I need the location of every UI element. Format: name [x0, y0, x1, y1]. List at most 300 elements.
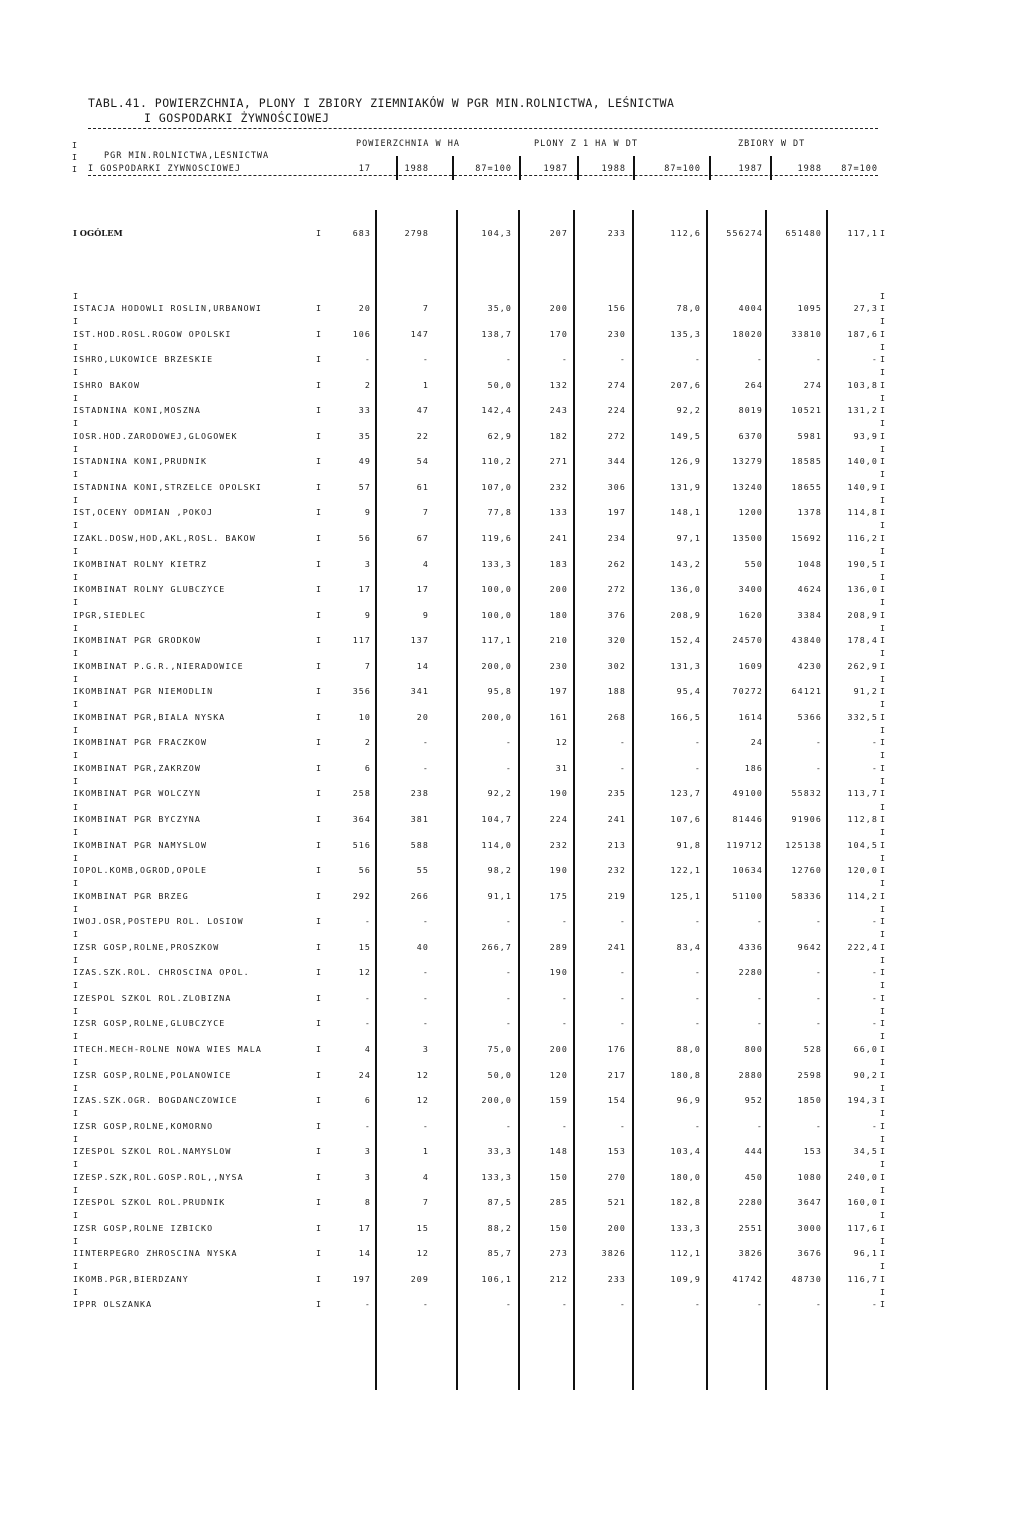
cell-value: 2280 [738, 967, 763, 978]
table-row [0, 328, 1024, 340]
cell-value: 302 [607, 660, 626, 671]
cell-value: - [694, 916, 701, 927]
cell-value: 232 [549, 839, 568, 850]
cell-value: - [364, 1018, 371, 1029]
cell-value: 2880 [738, 1069, 763, 1080]
spacer-mark: I [73, 827, 78, 838]
cell-value: - [815, 1018, 822, 1029]
row-label: ISTADNINA KONI,MOSZNA [73, 405, 201, 416]
cell-value: 190 [549, 967, 568, 978]
spacer-mark: I [880, 392, 885, 403]
spacer-mark: I [73, 980, 78, 991]
cell-value: 1378 [797, 507, 822, 518]
cell-value: 230 [607, 328, 626, 339]
cell-value: 112,6 [670, 228, 701, 238]
spacer-mark: I [73, 1210, 78, 1221]
cell-value: 243 [549, 405, 568, 416]
spacer-mark: I [880, 597, 885, 608]
cell-value: 77,8 [487, 507, 512, 518]
spacer-mark: I [880, 775, 885, 786]
cell-value: - [815, 1120, 822, 1131]
cell-value: 61 [416, 481, 429, 492]
cell-value: 1080 [797, 1171, 822, 1182]
row-label: IKOMBINAT PGR GRODKOW [73, 635, 201, 646]
row-label: IINTERPEGRO ZHROSCINA NYSKA [73, 1248, 238, 1259]
header-group-harvest: ZBIORY W DT [738, 139, 806, 149]
table-row [0, 839, 1024, 851]
row-edge-mark: I [880, 1273, 887, 1284]
table-row [0, 609, 1024, 621]
cell-value: 241 [607, 814, 626, 824]
spacer-mark: I [880, 1261, 885, 1272]
cell-value: 1620 [738, 609, 763, 620]
cell-value: 92,2 [676, 405, 701, 416]
spacer-mark: I [880, 827, 885, 838]
cell-value: 56 [358, 865, 371, 876]
cell-value: - [619, 1018, 626, 1029]
cell-value: 651480 [785, 228, 822, 238]
cell-value: - [505, 916, 512, 927]
cell-value: 148 [549, 1146, 568, 1157]
row-label: IKOMBINAT PGR BYCZYNA [73, 814, 201, 824]
cell-value: 210 [549, 635, 568, 646]
row-label: IZESP.SZK,ROL.GOSP.ROL,,NYSA [73, 1171, 244, 1182]
cell-value: 133,3 [481, 558, 512, 569]
cell-value: - [694, 354, 701, 365]
row-edge-mark: I [880, 711, 887, 722]
cell-value: 7 [422, 507, 429, 518]
cell-value: 200 [549, 584, 568, 595]
cell-value: - [815, 916, 822, 927]
cell-value: 96,9 [676, 1095, 701, 1106]
cell-value: 107,6 [670, 814, 701, 824]
row-separator: I [316, 865, 323, 876]
table-title [88, 96, 674, 126]
spacer-mark: I [73, 546, 78, 556]
cell-value: 6 [364, 762, 371, 773]
cell-value: 9642 [797, 941, 822, 952]
cell-value: 14 [358, 1248, 371, 1259]
row-edge-mark: I [880, 890, 887, 901]
row-edge-mark: I [880, 660, 887, 671]
table-row [0, 685, 1024, 697]
row-separator: I [316, 814, 323, 824]
table-row [0, 302, 1024, 314]
row-edge-mark: I [880, 1043, 887, 1054]
row-edge-mark: I [880, 1222, 887, 1233]
cell-value: - [815, 967, 822, 978]
cell-value: 55832 [791, 788, 822, 799]
row-edge-mark: I [880, 558, 887, 569]
cell-value: 107,0 [481, 481, 512, 492]
spacer-mark: I [880, 980, 885, 991]
row-separator: I [316, 1018, 323, 1029]
row-label: IZESPOL SZKOL ROL.ZLOBIZNA [73, 992, 232, 1003]
spacer-mark: I [880, 443, 885, 454]
cell-value: 266,7 [481, 941, 512, 952]
cell-value: 114,0 [481, 839, 512, 850]
cell-value: 1095 [797, 303, 822, 313]
cell-value: - [364, 354, 371, 365]
cell-value: 48730 [791, 1273, 822, 1284]
cell-value: 120 [549, 1069, 568, 1080]
row-separator: I [316, 1299, 323, 1310]
cell-value: 4230 [797, 660, 822, 671]
cell-value: 143,2 [670, 558, 701, 569]
cell-value: - [364, 1299, 371, 1310]
row-label: IKOMBINAT PGR NAMYSLOW [73, 839, 208, 850]
cell-value: 207 [549, 228, 568, 238]
cell-value: 106 [352, 328, 371, 339]
cell-value: 183 [549, 558, 568, 569]
cell-value: 182 [549, 430, 568, 441]
cell-value: 213 [607, 839, 626, 850]
row-edge-mark: I [880, 1299, 887, 1310]
cell-value: 161 [549, 711, 568, 722]
row-label: IZESPOL SZKOL ROL.PRUDNIK [73, 1197, 226, 1208]
row-edge-mark: I [880, 941, 887, 952]
cell-value: 13240 [732, 481, 763, 492]
cell-value: - [756, 916, 763, 927]
row-label: IKOMBINAT PGR BRZEG [73, 890, 189, 901]
cell-value: 117,6 [847, 1222, 878, 1233]
cell-value: - [505, 354, 512, 365]
cell-value: 3 [364, 1146, 371, 1157]
cell-value: - [756, 1299, 763, 1310]
row-label: IKOMBINAT PGR FRACZKOW [73, 737, 208, 748]
cell-value: 24 [358, 1069, 371, 1080]
cell-value: 17 [358, 1222, 371, 1233]
cell-value: 100,0 [481, 609, 512, 620]
row-separator: I [316, 481, 323, 492]
cell-value: 91,8 [676, 839, 701, 850]
cell-value: 166,5 [670, 711, 701, 722]
cell-value: - [871, 762, 878, 773]
cell-value: - [694, 762, 701, 773]
cell-value: 3676 [797, 1248, 822, 1259]
spacer-mark: I [73, 1057, 78, 1067]
cell-value: 285 [549, 1197, 568, 1208]
header-edge-mark: I [72, 152, 77, 162]
cell-value: - [871, 1018, 878, 1029]
cell-value: 222,4 [847, 941, 878, 952]
header-col-8: 87=100 [841, 164, 878, 174]
row-label: IZAS.SZK.OGR. BOGDANCZOWICE [73, 1095, 238, 1106]
cell-value: 125138 [785, 839, 822, 850]
cell-value: 131,3 [670, 660, 701, 671]
cell-value: 137 [410, 635, 429, 646]
cell-value: - [694, 1018, 701, 1029]
spacer-mark: I [73, 750, 78, 761]
cell-value: 12 [416, 1248, 429, 1259]
table-row [0, 532, 1024, 544]
cell-value: 1200 [738, 507, 763, 518]
spacer-mark: I [880, 418, 885, 429]
cell-value: - [756, 354, 763, 365]
cell-value: 119712 [726, 839, 763, 850]
cell-value: 2 [364, 379, 371, 390]
cell-value: 122,1 [670, 865, 701, 876]
table-row [0, 890, 1024, 902]
cell-value: 8019 [738, 405, 763, 416]
row-edge-mark: I [880, 379, 887, 390]
cell-value: 952 [744, 1095, 763, 1106]
table-row [0, 1069, 1024, 1081]
table-row [0, 481, 1024, 493]
cell-value: 4336 [738, 941, 763, 952]
cell-value: 150 [549, 1171, 568, 1182]
row-separator: I [316, 507, 323, 518]
cell-value: - [561, 1299, 568, 1310]
cell-value: 364 [352, 814, 371, 824]
cell-value: 49100 [732, 788, 763, 799]
cell-value: 15692 [791, 532, 822, 543]
cell-value: 116,2 [847, 532, 878, 543]
spacer-mark: I [73, 443, 78, 454]
cell-value: 207,6 [670, 379, 701, 390]
cell-value: 178,4 [847, 635, 878, 646]
table-row [0, 1171, 1024, 1183]
cell-value: 274 [607, 379, 626, 390]
cell-value: 176 [607, 1043, 626, 1054]
row-label: IPPR OLSZANKA [73, 1299, 153, 1310]
cell-value: 33 [358, 405, 371, 416]
cell-value: 1609 [738, 660, 763, 671]
row-separator: I [316, 1120, 323, 1131]
spacer-mark: I [73, 1108, 78, 1119]
cell-value: - [561, 1018, 568, 1029]
cell-value: 90,2 [853, 1069, 878, 1080]
row-edge-mark: I [880, 1120, 887, 1131]
spacer-mark: I [73, 392, 78, 403]
cell-value: 556274 [726, 228, 763, 238]
cell-value: 34,5 [853, 1146, 878, 1157]
cell-value: - [815, 1299, 822, 1310]
cell-value: 35 [358, 430, 371, 441]
cell-value: 20 [358, 303, 371, 313]
cell-value: 96,1 [853, 1248, 878, 1259]
cell-value: - [422, 916, 429, 927]
cell-value: 2551 [738, 1222, 763, 1233]
cell-value: 200 [549, 303, 568, 313]
cell-value: 1048 [797, 558, 822, 569]
row-separator: I [316, 609, 323, 620]
row-label: IZSR GOSP,ROLNE IZBICKO [73, 1222, 214, 1233]
cell-value: - [619, 762, 626, 773]
spacer-mark: I [880, 903, 885, 914]
cell-value: 147 [410, 328, 429, 339]
spacer-mark: I [880, 1184, 885, 1195]
spacer-mark: I [880, 1159, 885, 1170]
cell-value: 97,1 [676, 532, 701, 543]
row-separator: I [316, 762, 323, 773]
cell-value: 9 [422, 609, 429, 620]
cell-value: 10521 [791, 405, 822, 416]
spacer-mark: I [880, 699, 885, 710]
row-edge-mark: I [880, 916, 887, 927]
cell-value: 3384 [797, 609, 822, 620]
row-separator: I [316, 558, 323, 569]
spacer-mark: I [73, 801, 78, 812]
cell-value: 13500 [732, 532, 763, 543]
row-separator: I [316, 1248, 323, 1259]
header-edge-mark: I [72, 140, 77, 150]
row-label: IZAS.SZK.ROL. CHROSCINA OPOL. [73, 967, 250, 978]
cell-value: 4 [422, 558, 429, 569]
cell-value: - [364, 916, 371, 927]
row-separator: I [316, 1197, 323, 1208]
cell-value: 14 [416, 660, 429, 671]
row-separator: I [316, 405, 323, 416]
spacer-mark: I [73, 469, 78, 480]
row-edge-mark: I [880, 635, 887, 646]
row-edge-mark: I [880, 762, 887, 773]
cell-value: 18655 [791, 481, 822, 492]
cell-value: 200 [549, 1043, 568, 1054]
spacer-mark: I [880, 1286, 885, 1297]
spacer-mark: I [880, 622, 885, 633]
cell-value: 103,8 [847, 379, 878, 390]
cell-value: 47 [416, 405, 429, 416]
cell-value: 15 [358, 941, 371, 952]
column-divider [706, 210, 708, 1390]
row-edge-mark: I [880, 609, 887, 620]
spacer-mark: I [880, 1210, 885, 1221]
table-row [0, 864, 1024, 876]
cell-value: 3 [364, 1171, 371, 1182]
table-row [0, 813, 1024, 825]
cell-value: 194,3 [847, 1095, 878, 1106]
cell-value: - [871, 967, 878, 978]
cell-value: 264 [744, 379, 763, 390]
cell-value: 85,7 [487, 1248, 512, 1259]
cell-value: 148,1 [670, 507, 701, 518]
cell-value: 170 [549, 328, 568, 339]
spacer-mark: I [880, 316, 885, 327]
cell-value: 10 [358, 711, 371, 722]
row-label: IZSR GOSP,ROLNE,POLANOWICE [73, 1069, 232, 1080]
cell-value: - [422, 992, 429, 1003]
row-separator: I [316, 711, 323, 722]
row-separator: I [316, 354, 323, 365]
spacer-mark: I [73, 316, 78, 327]
cell-value: 262,9 [847, 660, 878, 671]
cell-value: - [756, 1120, 763, 1131]
row-edge-mark: I [880, 992, 887, 1003]
cell-value: 3 [364, 558, 371, 569]
cell-value: - [871, 354, 878, 365]
cell-value: 27,3 [853, 303, 878, 313]
cell-value: 2280 [738, 1197, 763, 1208]
row-separator: I [316, 788, 323, 799]
cell-value: 186 [744, 762, 763, 773]
cell-value: 114,8 [847, 507, 878, 518]
header-col-1: 1988 [404, 164, 429, 174]
row-separator: I [316, 1146, 323, 1157]
cell-value: 306 [607, 481, 626, 492]
cell-value: 320 [607, 635, 626, 646]
cell-value: 135,3 [670, 328, 701, 339]
cell-value: 550 [744, 558, 763, 569]
cell-value: - [871, 1120, 878, 1131]
row-separator: I [316, 1069, 323, 1080]
column-divider [519, 156, 521, 180]
cell-value: 200 [607, 1222, 626, 1233]
row-label: ISHRO BAKOW [73, 379, 141, 390]
spacer-mark: I [880, 546, 885, 556]
title-line-1: TABL.41. POWIERZCHNIA, PLONY I ZBIORY ZIEMNIAKÓW W PGR MIN.ROLNICTWA, LEŚNICTWA [88, 96, 675, 110]
column-divider [770, 156, 772, 180]
cell-value: 12 [555, 737, 568, 748]
cell-value: 4 [364, 1043, 371, 1054]
cell-value: 233 [607, 228, 626, 238]
cell-value: 18020 [732, 328, 763, 339]
cell-value: 136,0 [670, 584, 701, 595]
row-separator: I [316, 1095, 323, 1106]
cell-value: - [422, 1120, 429, 1131]
spacer-mark: I [880, 673, 885, 684]
header-bottom-rule [88, 175, 878, 176]
cell-value: 12 [416, 1069, 429, 1080]
cell-value: 117,1 [847, 228, 878, 238]
spacer-mark: I [73, 954, 78, 965]
row-label: IKOMBINAT PGR NIEMODLIN [73, 686, 214, 697]
cell-value: 33,3 [487, 1146, 512, 1157]
cell-value: 17 [358, 584, 371, 595]
cell-value: 138,7 [481, 328, 512, 339]
cell-value: 119,6 [481, 532, 512, 543]
cell-value: 1 [422, 1146, 429, 1157]
row-separator: I [316, 839, 323, 850]
cell-value: 241 [607, 941, 626, 952]
cell-value: 3000 [797, 1222, 822, 1233]
cell-value: 13279 [732, 456, 763, 467]
row-edge-mark: I [880, 865, 887, 876]
cell-value: - [619, 967, 626, 978]
row-separator: I [316, 430, 323, 441]
column-divider [632, 210, 634, 1390]
row-edge-mark: I [880, 507, 887, 518]
table-row [0, 558, 1024, 570]
cell-value: 133,3 [481, 1171, 512, 1182]
cell-value: 7 [364, 660, 371, 671]
row-edge-mark: I [880, 303, 887, 313]
cell-value: - [756, 992, 763, 1003]
spacer-mark: I [73, 1082, 78, 1093]
column-divider [633, 156, 635, 180]
row-edge-mark: I [880, 1069, 887, 1080]
cell-value: 188 [607, 686, 626, 697]
cell-value: 271 [549, 456, 568, 467]
cell-value: 197 [352, 1273, 371, 1284]
cell-value: 142,4 [481, 405, 512, 416]
cell-value: - [505, 762, 512, 773]
row-separator: I [316, 228, 323, 238]
cell-value: - [561, 916, 568, 927]
cell-value: 262 [607, 558, 626, 569]
header-row-label-1: PGR MIN.ROLNICTWA,LESNICTWA [104, 151, 270, 161]
cell-value: - [505, 1120, 512, 1131]
cell-value: 272 [607, 430, 626, 441]
row-separator: I [316, 379, 323, 390]
cell-value: 104,3 [481, 228, 512, 238]
cell-value: 240,0 [847, 1171, 878, 1182]
spacer-mark: I [73, 1133, 78, 1144]
cell-value: - [422, 1018, 429, 1029]
spacer-mark: I [880, 852, 885, 863]
cell-value: 57 [358, 481, 371, 492]
header-col-6: 1987 [738, 164, 763, 174]
